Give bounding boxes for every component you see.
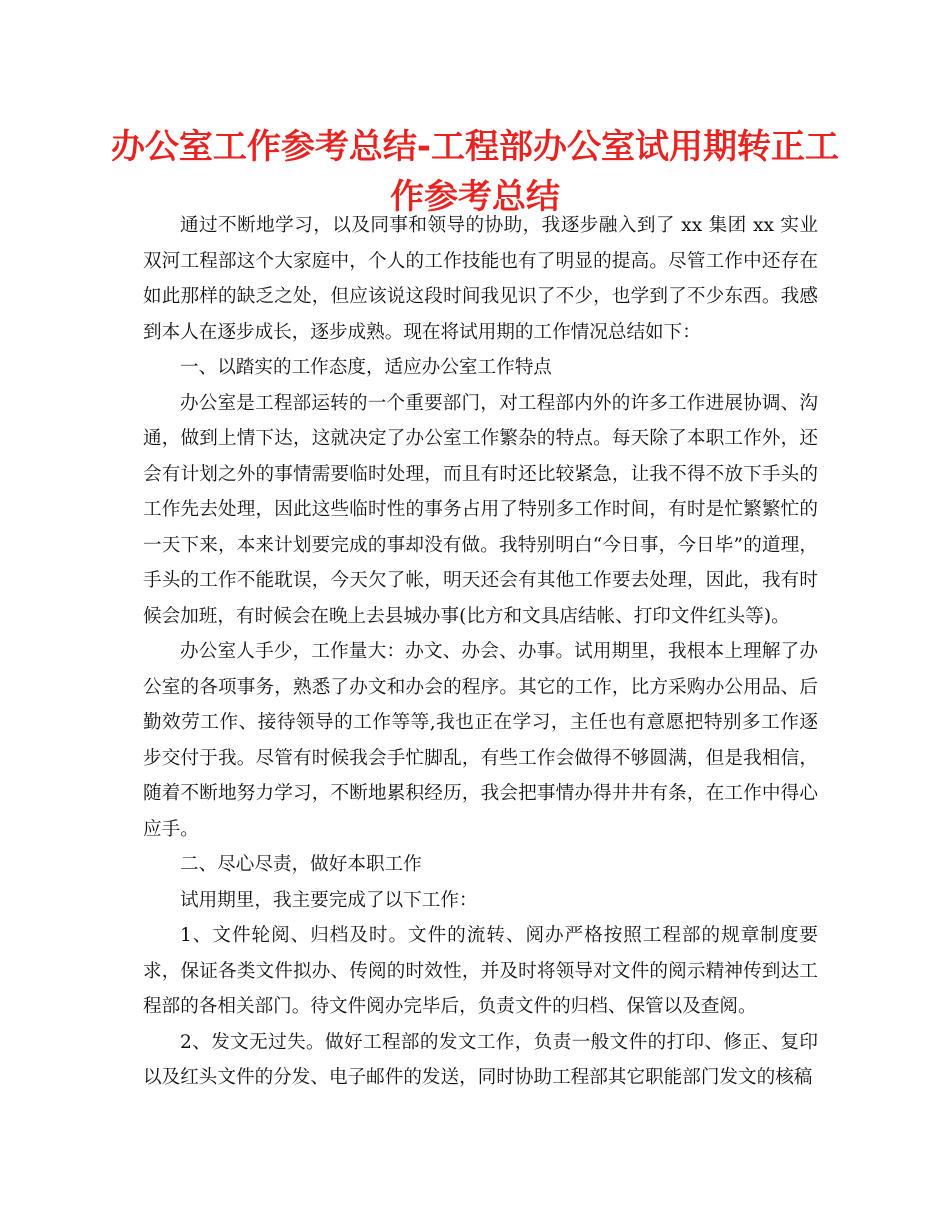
paragraph-item-1: 1、文件轮阅、归档及时。文件的流转、阅办严格按照工程部的规章制度要求，保证各类文件拟办、传阅的时效性，并及时将领导对文件的阅示精神传到达工程部的各相关部门。待文件阅办完毕后，负责文件的归档、保管以及查阅。 [143,925,818,1017]
paragraph-item-2: 2、发文无过失。做好工程部的发文工作，负责一般文件的打印、修正、复印以及红头文件的分发、电子邮件的发送，同时协助工程部其它职能部门发文的核稿 [143,1031,818,1088]
paragraph-office-characteristics: 办公室是工程部运转的一个重要部门，对工程部内外的许多工作进展协调、沟通，做到上情下达，这就决定了办公室工作繁杂的特点。每天除了本职工作外，还会有计划之外的事情需要临时处理，而且有时还比较紧急，让我不得不放下手头的工作先去处理，因此这些临时性的事务占用了特别多工作时间，有时是忙繁繁忙的一天下来，本来计划要完成的事却没有做。我特别明白“今日事，今日毕”的道理，手头的工作不能耽误，今天欠了帐，明天还会有其他工作要去处理，因此，我有时候会加班，有时候会在晚上去县城办事(比方和文具店结帐、打印文件红头等)。 [143,392,818,627]
section-heading-2: 二、尽心尽责，做好本职工作 [180,854,422,875]
paragraph-work-intro: 试用期里，我主要完成了以下工作： [180,889,478,911]
paragraph-office-workload: 办公室人手少，工作量大：办文、办会、办事。试用期里，我根本上理解了办公室的各项事务，熟悉了办文和办会的程序。其它的工作，比方采购办公用品、后勤效劳工作、接待领导的工作等等,我也正在学习，主任也有意愿把特别多工作逐步交付于我。尽管有时候我会手忙脚乱，有些工作会做得不够圆满，但是我相信，随着不断地努力学习，不断地累积经历，我会把事情办得井井有条，在工作中得心应手。 [143,641,818,840]
section-heading-1: 一、以踏实的工作态度，适应办公室工作特点 [180,357,552,378]
paragraph-intro: 通过不断地学习，以及同事和领导的协助，我逐步融入到了 xx 集团 xx 实业双河工程部这个大家庭中，个人的工作技能也有了明显的提高。尽管工作中还存在如此那样的缺乏之处，但应该说这段时间我见识了不少，也学到了不少东西。我感到本人在逐步成长，逐步成熟。现在将试用期的工作情况总结如下： [143,215,818,343]
document-body [143,208,818,1096]
document-title: 办公室工作参考总结-工程部办公室试用期转正工作参考总结 [110,127,840,217]
